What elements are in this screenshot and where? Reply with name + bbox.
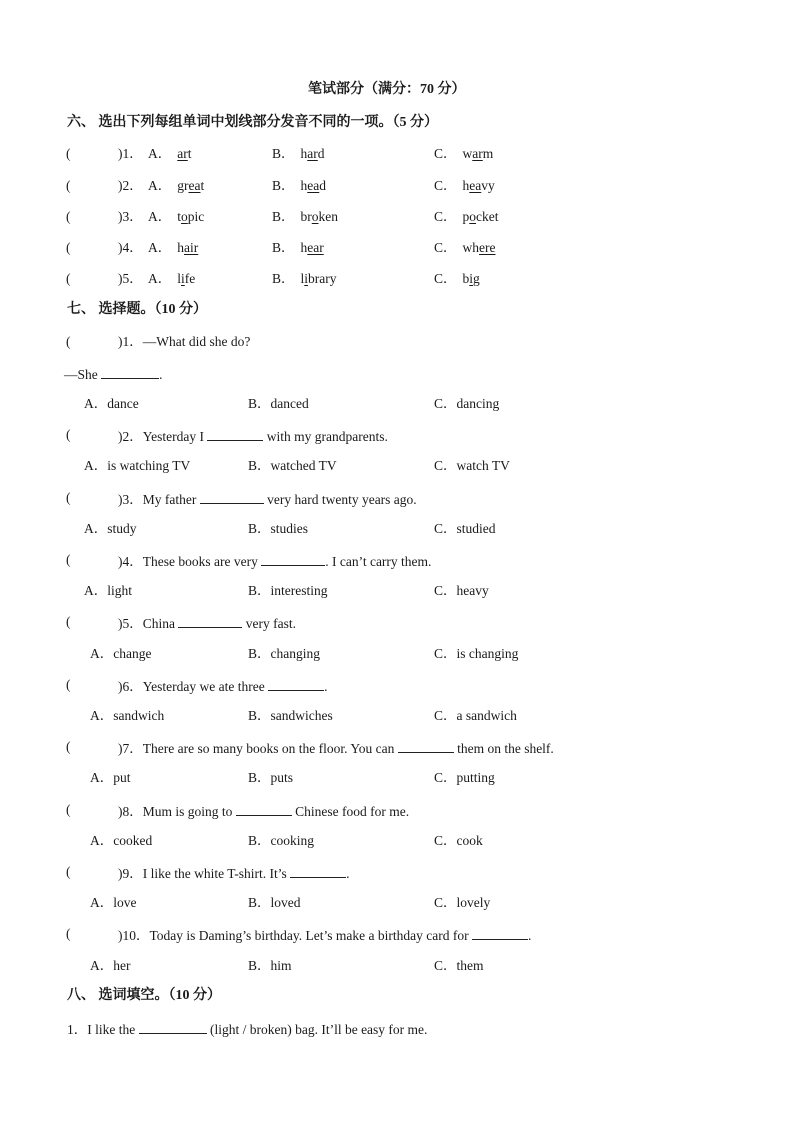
question-stem: )4．These books are very . I can’t carry them.: [118, 554, 432, 569]
question-stem-line2: —She .: [64, 367, 163, 382]
question-number: )3．: [118, 209, 143, 224]
option-b: B．puts: [248, 770, 294, 785]
option-c: C．them: [434, 958, 484, 973]
option-b: B．him: [248, 958, 292, 973]
option-b: B．changing: [248, 646, 320, 661]
option-b: B．studies: [248, 521, 309, 536]
option-b: B． broken: [272, 209, 339, 224]
question-number: )4．: [118, 240, 143, 255]
answer-blank: [236, 803, 292, 816]
option-a: A． hair: [148, 240, 199, 255]
option-b: B．sandwiches: [248, 708, 333, 723]
option-b: B． hard: [272, 146, 325, 161]
question-paren: (: [66, 614, 71, 629]
answer-blank: [290, 865, 346, 878]
answer-blank: [268, 678, 324, 691]
option-b: B．interesting: [248, 583, 328, 598]
option-b: B． library: [272, 271, 337, 286]
question-stem: )9．I like the white T-shirt. It’s .: [118, 866, 350, 881]
underlined-letters: ere: [479, 240, 496, 255]
option-c: C．studied: [434, 521, 496, 536]
section-7-heading: 七、 选择题。（10 分）: [67, 302, 207, 317]
option-a: A．love: [90, 895, 137, 910]
question-number: )2．: [118, 178, 143, 193]
option-b: B．danced: [248, 396, 309, 411]
answer-blank: [472, 927, 528, 940]
question-paren: (: [66, 209, 71, 224]
option-c: C．is changing: [434, 646, 519, 661]
section-6-heading: 六、 选出下列每组单词中划线部分发音不同的一项。（5 分）: [67, 115, 438, 130]
option-a: A．put: [90, 770, 131, 785]
question-stem: )10．Today is Daming’s birthday. Let’s make a birthday card for .: [118, 928, 532, 943]
option-a: A．study: [84, 521, 137, 536]
option-b: B．cooking: [248, 833, 314, 848]
option-a: A． life: [148, 271, 196, 286]
underlined-letters: ar: [307, 146, 318, 161]
option-a: A． art: [148, 146, 192, 161]
option-b: B．loved: [248, 895, 301, 910]
question-stem: )3．My father very hard twenty years ago.: [118, 492, 417, 507]
question-stem: )1．—What did she do?: [118, 334, 251, 349]
underlined-letters: ea: [469, 178, 482, 193]
answer-blank: [200, 491, 264, 504]
underlined-letters: i: [304, 271, 309, 286]
question-stem: )2．Yesterday I with my grandparents.: [118, 429, 388, 444]
option-c: C．putting: [434, 770, 495, 785]
question-paren: (: [66, 240, 71, 255]
answer-blank: [261, 553, 325, 566]
question-stem: )7．There are so many books on the floor. You can them on the shelf.: [118, 741, 554, 756]
question-paren: (: [66, 271, 71, 286]
exam-title: 笔试部分（满分：70 分）: [308, 82, 466, 97]
underlined-letters: ea: [307, 178, 320, 193]
option-b: B．watched TV: [248, 458, 337, 473]
option-a: A．sandwich: [90, 708, 165, 723]
underlined-letters: ear: [307, 240, 324, 255]
option-a: A．light: [84, 583, 133, 598]
option-b: B． hear: [272, 240, 324, 255]
answer-blank: [207, 428, 263, 441]
fill-in-question-1: 1．I like the (light / broken) bag. It’ll be easy for me.: [67, 1022, 428, 1037]
underlined-letters: i: [181, 271, 185, 286]
section-8-heading: 八、 选词填空。（10 分）: [67, 988, 221, 1003]
underlined-letters: o: [469, 209, 477, 224]
option-a: A． great: [148, 178, 205, 193]
option-c: C．dancing: [434, 396, 500, 411]
option-c: C． where: [434, 240, 496, 255]
option-a: A．dance: [84, 396, 139, 411]
option-c: C．watch TV: [434, 458, 510, 473]
option-c: C． warm: [434, 146, 494, 161]
option-a: A． topic: [148, 209, 205, 224]
question-paren: (: [66, 334, 71, 349]
question-stem: )8．Mum is going to Chinese food for me.: [118, 804, 410, 819]
underlined-letters: air: [184, 240, 199, 255]
option-c: C．lovely: [434, 895, 491, 910]
question-paren: (: [66, 146, 71, 161]
question-paren: (: [66, 864, 71, 879]
answer-blank: [398, 740, 454, 753]
option-a: A．cooked: [90, 833, 153, 848]
option-a: A．her: [90, 958, 131, 973]
option-c: C． pocket: [434, 209, 499, 224]
option-a: A．change: [90, 646, 152, 661]
answer-blank: [178, 615, 242, 628]
option-b: B． head: [272, 178, 326, 193]
question-paren: (: [66, 677, 71, 692]
question-paren: (: [66, 427, 71, 442]
underlined-letters: ar: [177, 146, 188, 161]
option-c: C．cook: [434, 833, 483, 848]
underlined-letters: ar: [472, 146, 483, 161]
option-a: A．is watching TV: [84, 458, 191, 473]
option-c: C．a sandwich: [434, 708, 517, 723]
underlined-letters: o: [181, 209, 188, 224]
question-paren: (: [66, 178, 71, 193]
question-paren: (: [66, 739, 71, 754]
question-paren: (: [66, 552, 71, 567]
option-c: C．heavy: [434, 583, 489, 598]
question-stem: )5．China very fast.: [118, 616, 296, 631]
question-number: )1．: [118, 146, 143, 161]
question-stem: )6．Yesterday we ate three .: [118, 679, 328, 694]
option-c: C． big: [434, 271, 480, 286]
question-paren: (: [66, 490, 71, 505]
option-c: C． heavy: [434, 178, 495, 193]
underlined-letters: o: [311, 209, 319, 224]
underlined-letters: ea: [188, 178, 201, 193]
question-number: )5．: [118, 271, 143, 286]
question-paren: (: [66, 926, 71, 941]
question-paren: (: [66, 802, 71, 817]
underlined-letters: i: [469, 271, 474, 286]
